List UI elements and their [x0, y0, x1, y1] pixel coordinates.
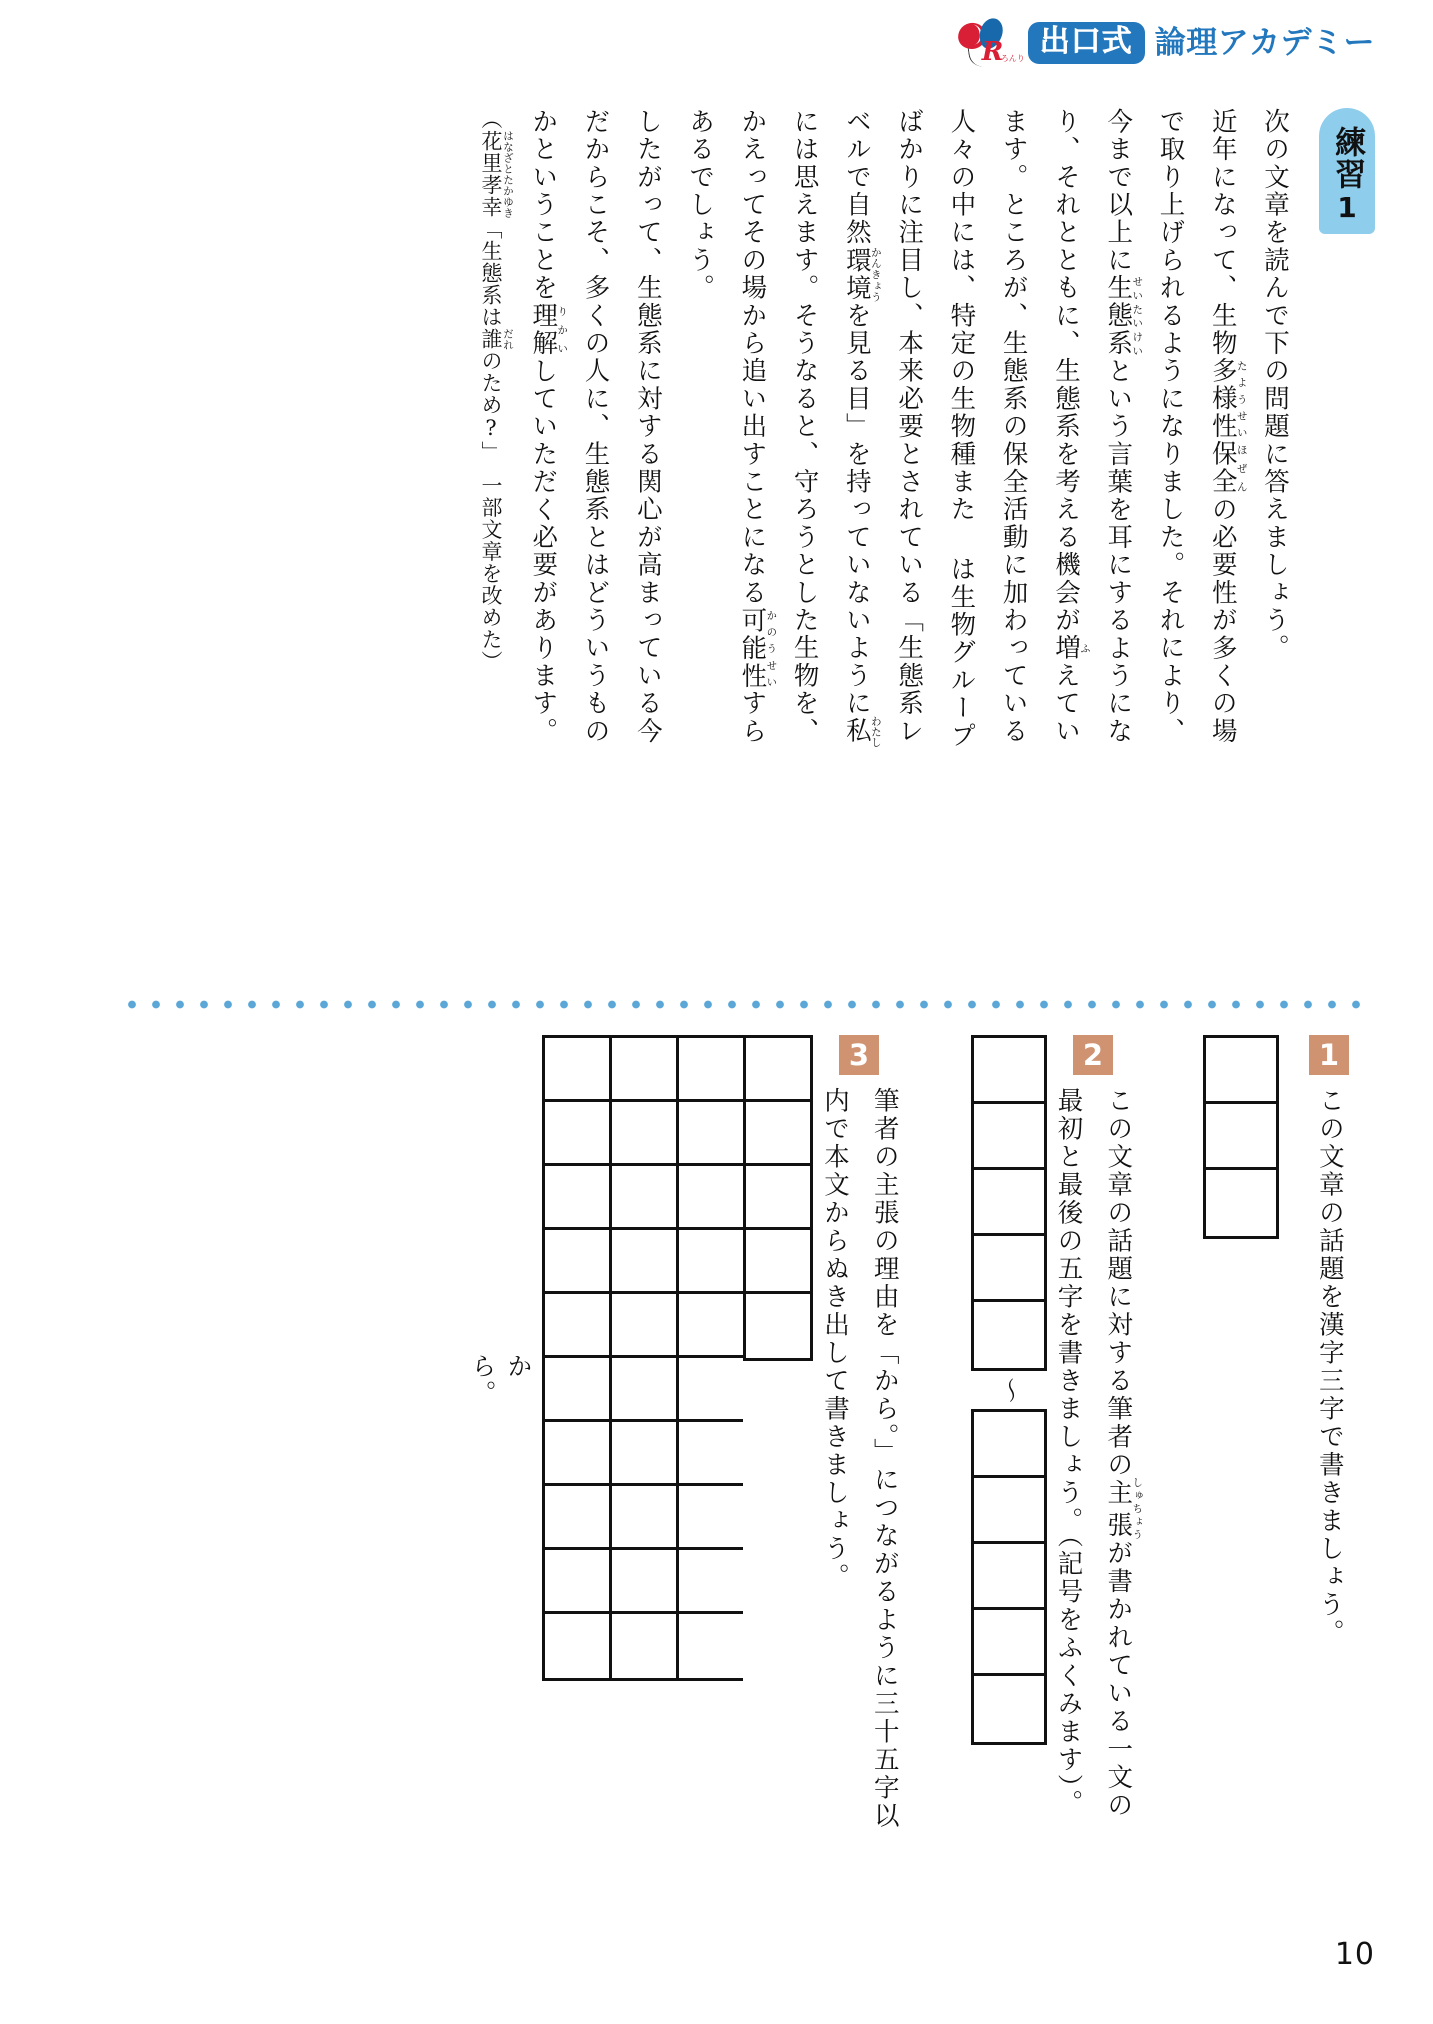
- grid-cell[interactable]: [545, 1102, 609, 1166]
- answer-cell[interactable]: [974, 1236, 1044, 1302]
- answer-cell[interactable]: [974, 1038, 1044, 1104]
- question-2-textcol: [1047, 1035, 1144, 1847]
- ruby-fu: 増ふ: [1050, 634, 1091, 663]
- grid-cell[interactable]: [612, 1038, 676, 1102]
- grid-cell[interactable]: [612, 1358, 676, 1422]
- grid-cell[interactable]: [545, 1166, 609, 1230]
- question-3-number: 3: [839, 1035, 879, 1075]
- answer-cell[interactable]: [974, 1412, 1044, 1478]
- question-2-range-separator: 〜: [994, 1377, 1024, 1403]
- ruby-hanazato: 花里孝幸 はなざとたかゆき: [479, 130, 515, 218]
- question-3-answer-area: [464, 1035, 813, 1681]
- grid-column[interactable]: [676, 1035, 743, 1681]
- question-3: [438, 1035, 905, 1847]
- question-2-text: この文章の話題に対する筆者の主張しゅちょうが書かれている一文の最初と最後の五字を書きましょう。（記号をふくみます）。: [1053, 1087, 1144, 1820]
- grid-cell[interactable]: [545, 1358, 609, 1422]
- balloon-logo-icon: [956, 15, 1025, 71]
- logo-r-subtext: ろんり: [1000, 54, 1025, 63]
- grid-cell[interactable]: [746, 1230, 810, 1294]
- page-number: 10: [1334, 1937, 1375, 1972]
- ruby-watashi: 私わたし: [841, 715, 882, 748]
- grid-cell[interactable]: [746, 1166, 810, 1230]
- answer-cell[interactable]: [974, 1104, 1044, 1170]
- grid-cell[interactable]: [545, 1230, 609, 1294]
- question-2-number: 2: [1073, 1035, 1113, 1075]
- grid-cell[interactable]: [679, 1294, 743, 1358]
- question-2-answer-boxes-first[interactable]: [971, 1035, 1047, 1371]
- question-3-trailing-label: から。: [468, 1353, 533, 1407]
- grid-cell[interactable]: [612, 1294, 676, 1358]
- question-2: [947, 1035, 1144, 1847]
- lesson-badge-number: 1: [1337, 191, 1357, 224]
- grid-cell[interactable]: [545, 1038, 609, 1102]
- grid-cell[interactable]: [679, 1230, 743, 1294]
- answer-cell[interactable]: [974, 1676, 1044, 1742]
- grid-cell[interactable]: [679, 1486, 743, 1550]
- logo-r-letter: R: [981, 37, 1004, 67]
- question-3-grid[interactable]: [542, 1035, 813, 1681]
- lesson-badge: [1319, 108, 1375, 234]
- answer-cell[interactable]: [974, 1478, 1044, 1544]
- grid-cell[interactable]: [545, 1550, 609, 1614]
- question-1-textcol: [1283, 1035, 1375, 1647]
- ruby-shuchou: 主張しゅちょう: [1103, 1476, 1144, 1542]
- ruby-tayousei: 多様性たようせい: [1207, 357, 1248, 441]
- questions-area: [120, 1035, 1375, 1875]
- answer-cell[interactable]: [1206, 1104, 1276, 1170]
- question-1-number: 1: [1309, 1035, 1349, 1075]
- answer-cell[interactable]: [1206, 1170, 1276, 1236]
- passage-paragraph-2: したがって、生態系に対する関心が高まっている今だからこそ、多くの人に、生態系とはどういうものかということを理解りかいしていただく必要があります。: [528, 108, 663, 746]
- grid-cell[interactable]: [612, 1486, 676, 1550]
- passage-paragraph-1: 近年になって、生物多様性たようせい保全ほぜんの必要性が多くの場で取り上げられるようになりました。それにより、今まで以上に生態系せいたいけいという言葉を耳にするようになり、それとともに、生態系を考える機会が増ふえています。ところが、生態系の保全活動に加わっている人々の中には、特定の生物種また は生物グループばかりに注目し、本来必要とされている「生態系レベルで自然環境かんきょうを見る目」を持っていないように私わたしには思えます。そうなると、守ろうとした生物を、かえってその場から追い出すことになる可能性かのうせいすらあるでしょう。: [685, 108, 1248, 750]
- grid-cell[interactable]: [612, 1102, 676, 1166]
- logo-pill-deguchishiki: 出口式: [1028, 22, 1145, 64]
- passage-text: [465, 108, 1301, 768]
- grid-column[interactable]: [609, 1035, 676, 1681]
- grid-cell[interactable]: [545, 1486, 609, 1550]
- passage-area: [120, 108, 1375, 780]
- grid-cell[interactable]: [545, 1422, 609, 1486]
- question-1: [1181, 1035, 1375, 1647]
- grid-cell[interactable]: [612, 1230, 676, 1294]
- grid-cell[interactable]: [679, 1038, 743, 1102]
- dotted-divider: [120, 1000, 1375, 1009]
- grid-cell[interactable]: [612, 1614, 676, 1678]
- grid-cell[interactable]: [679, 1614, 743, 1678]
- grid-cell[interactable]: [679, 1358, 743, 1422]
- grid-cell[interactable]: [679, 1550, 743, 1614]
- grid-cell[interactable]: [612, 1550, 676, 1614]
- ruby-seitaikei: 生態系せいたいけい: [1103, 274, 1144, 358]
- brand-logo: [956, 14, 1375, 72]
- grid-cell[interactable]: [612, 1422, 676, 1486]
- grid-cell[interactable]: [679, 1422, 743, 1486]
- answer-cell[interactable]: [1206, 1038, 1276, 1104]
- ruby-kankyou: 環境かんきょう: [841, 246, 882, 302]
- grid-cell[interactable]: [545, 1294, 609, 1358]
- grid-cell[interactable]: [746, 1294, 810, 1358]
- grid-column[interactable]: [743, 1035, 813, 1361]
- ruby-dare: 誰 だれ: [479, 328, 515, 350]
- ruby-kanousei: 可能性かのうせい: [737, 606, 778, 690]
- lesson-badge-label: 練習: [1329, 126, 1366, 190]
- ruby-rikai: 理解りかい: [528, 301, 569, 358]
- question-1-text: この文章の話題を漢字三字で書きましょう。: [1314, 1087, 1345, 1647]
- grid-cell[interactable]: [612, 1166, 676, 1230]
- answer-cell[interactable]: [974, 1170, 1044, 1236]
- ruby-hozen: 保全ほぜん: [1207, 440, 1248, 496]
- answer-cell[interactable]: [974, 1610, 1044, 1676]
- question-1-answer-boxes[interactable]: [1203, 1035, 1279, 1239]
- question-2-answer-area: [971, 1035, 1047, 1745]
- grid-cell[interactable]: [746, 1038, 810, 1102]
- grid-cell[interactable]: [679, 1166, 743, 1230]
- answer-cell[interactable]: [974, 1302, 1044, 1368]
- question-3-textcol: [813, 1035, 905, 1847]
- grid-column[interactable]: [542, 1035, 609, 1681]
- question-2-answer-boxes-last[interactable]: [971, 1409, 1047, 1745]
- answer-cell[interactable]: [974, 1544, 1044, 1610]
- logo-text-ronri-academy: 論理アカデミー: [1154, 24, 1375, 61]
- passage-attribution: （花里孝幸 はなざとたかゆき「生態系は誰 だれのため?」 一部文章を改めた）: [479, 108, 515, 673]
- grid-cell[interactable]: [679, 1102, 743, 1166]
- grid-cell[interactable]: [746, 1102, 810, 1166]
- question-3-text: 筆者の主張の理由を「から。」につながるように三十五字以内で本文からぬき出して書きましょう。: [820, 1087, 900, 1831]
- grid-cell[interactable]: [545, 1614, 609, 1678]
- instruction-line: 次の文章を読んで下の問題に答えましょう。: [1260, 108, 1290, 662]
